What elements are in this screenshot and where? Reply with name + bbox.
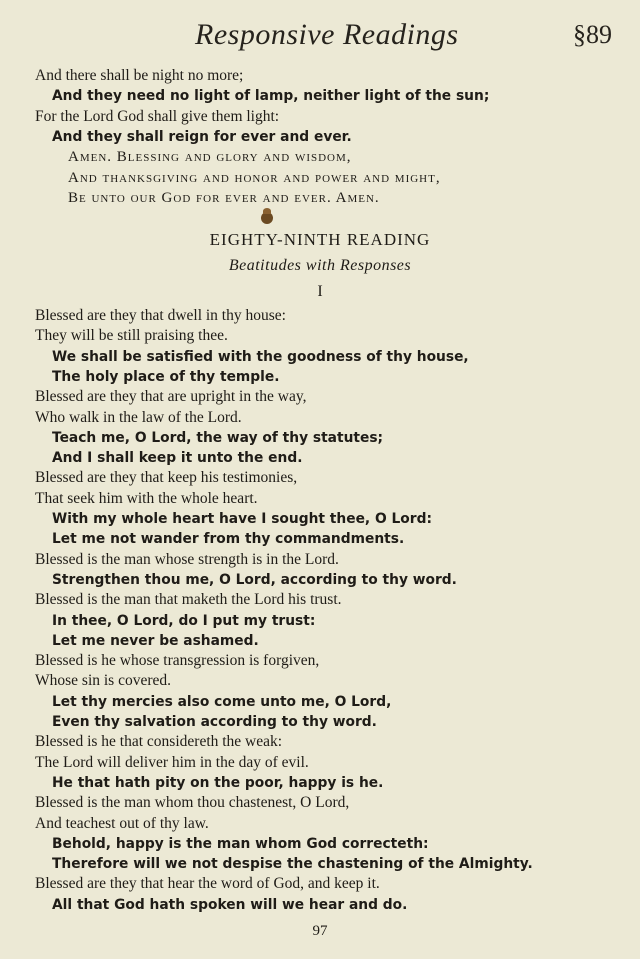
leader-line: Blessed is he whose transgression is forgiven, (35, 652, 320, 670)
response-line: All that God hath spoken will we hear and do. (52, 896, 408, 913)
leader-line: And there shall be night no more; (35, 67, 244, 84)
leader-line: Blessed is the man whose strength is in the Lord. (35, 550, 339, 568)
leader-line: The Lord will deliver him in the day of evil. (35, 753, 309, 771)
response-line: Let me never be ashamed. (52, 632, 259, 649)
leader-line: Blessed is he that considereth the weak: (35, 733, 283, 751)
reading-title: EIGHTY-NINTH READING (209, 230, 431, 249)
running-title: Responsive Readings (195, 18, 459, 51)
leader-line: They will be still praising thee. (35, 327, 228, 345)
page-number: 97 (312, 923, 328, 939)
section-number: §89 (573, 20, 612, 49)
response-line: The holy place of thy temple. (52, 368, 280, 385)
leader-line: Blessed are they that hear the word of God, and keep it. (35, 875, 380, 893)
ornament-divider-icon (261, 212, 273, 224)
leader-line: That seek him with the whole heart. (35, 489, 258, 507)
response-line: He that hath pity on the poor, happy is he. (52, 774, 384, 791)
leader-line: Whose sin is covered. (35, 672, 172, 690)
response-line: And they shall reign for ever and ever. (52, 128, 352, 145)
reading-subtitle: Beatitudes with Responses (228, 257, 412, 274)
leader-line: For the Lord God shall give them light: (35, 107, 280, 125)
amen-line: Be unto our God for ever and ever. Amen. (68, 189, 380, 206)
part-number: I (317, 283, 323, 300)
response-line: Strengthen thou me, O Lord, according to thy word. (52, 571, 457, 588)
response-line: Let thy mercies also come unto me, O Lord, (52, 693, 392, 710)
response-line: Therefore will we not despise the chastening of the Almighty. (52, 856, 533, 873)
amen-line: Amen. Blessing and glory and wisdom, (68, 149, 352, 166)
response-line: Even thy salvation according to thy word. (52, 714, 377, 730)
leader-line: Who walk in the law of the Lord. (35, 408, 242, 426)
response-line: Behold, happy is the man whom God correcteth: (52, 835, 429, 852)
leader-line: Blessed are they that dwell in thy house: (35, 307, 286, 324)
amen-line: And thanksgiving and honor and power and might, (68, 169, 441, 186)
response-line: With my whole heart have I sought thee, O Lord: (52, 511, 432, 527)
response-line: In thee, O Lord, do I put my trust: (52, 612, 316, 629)
response-line: And I shall keep it unto the end. (52, 450, 303, 467)
response-line: We shall be satisfied with the goodness of thy house, (52, 348, 469, 365)
response-line: Teach me, O Lord, the way of thy statutes; (52, 429, 384, 446)
leader-line: Blessed are they that are upright in the way, (35, 388, 307, 406)
leader-line: Blessed are they that keep his testimonies, (35, 469, 298, 487)
response-line: And they need no light of lamp, neither light of the sun; (52, 88, 490, 105)
response-line: Let me not wander from thy commandments. (52, 531, 405, 548)
leader-line: Blessed is the man that maketh the Lord his trust. (35, 591, 342, 609)
page-header (0, 18, 640, 58)
leader-line: Blessed is the man whom thou chastenest, O Lord, (35, 794, 350, 812)
leader-line: And teachest out of thy law. (35, 814, 209, 832)
